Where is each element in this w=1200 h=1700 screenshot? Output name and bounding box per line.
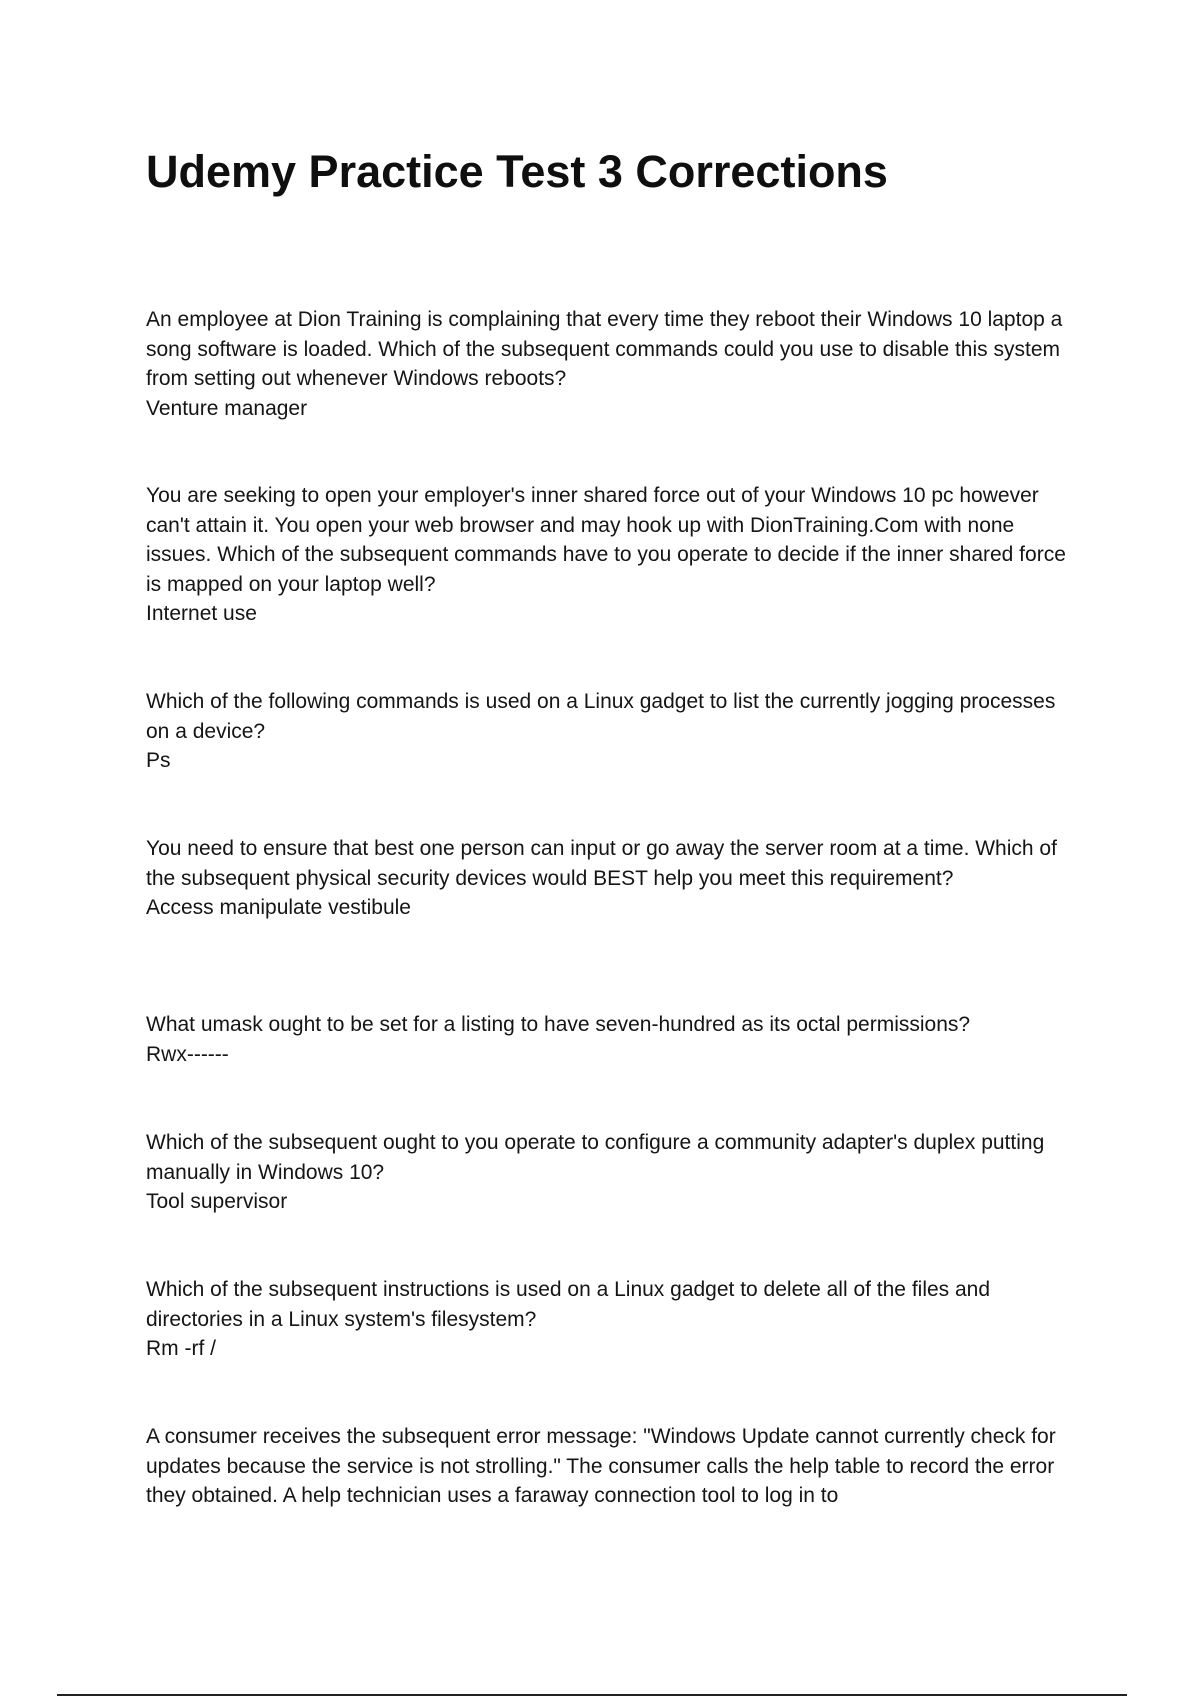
qa-item-3 [146,687,1066,776]
answer-text: Rm -rf / [146,1337,216,1360]
question-text: An employee at Dion Training is complaining that every time they reboot their Windows 10 laptop a song software is loaded. Which of the subsequent commands could you use to disable this system from setting out whenever Windows reboots? [146,308,1063,390]
question-text: What umask ought to be set for a listing to have seven-hundred as its octal permissions? [146,1013,971,1036]
answer-text: Rwx------ [146,1042,229,1066]
page-title: Udemy Practice Test 3 Corrections [146,146,888,197]
question-text: Which of the following commands is used on a Linux gadget to list the currently jogging processes on a device? [146,690,1056,743]
answer-text: Venture manager [146,396,308,420]
qa-item-5 [146,1010,1066,1069]
answer-text: Ps [146,749,171,772]
answer-text: Tool supervisor [146,1190,288,1213]
question-text: Which of the subsequent ought to you operate to configure a community adapter's duplex putting manually in Windows 10? [146,1131,1045,1184]
question-text: You need to ensure that best one person can input or go away the server room at a time. Which of the subsequent physical security devices would BEST help you meet this requirement? [146,837,1057,890]
question-text: Which of the subsequent instructions is used on a Linux gadget to delete all of the files and directories in a Linux system's filesystem? [146,1278,991,1331]
answer-text: Access manipulate vestibule [146,896,411,919]
question-text: A consumer receives the subsequent error message: "Windows Update cannot currently check for updates because the service is not strolling." The consumer calls the help table to record the error they obtained. A help technician uses a faraway connection tool to log in to [146,1425,1056,1507]
qa-item-8 [146,1422,1066,1511]
qa-item-2 [146,481,1066,629]
qa-item-4 [146,834,1066,923]
qa-item-6 [146,1128,1066,1217]
qa-item-7 [146,1275,1066,1364]
question-text: You are seeking to open your employer's inner shared force out of your Windows 10 pc however can't attain it. You open your web browser and may hook up with DionTraining.Com with none issues. Which of the subsequent commands have to you operate to decide if the inner shared force is mapped on your laptop well? [146,484,1066,596]
page-divider [57,1694,1127,1696]
answer-text: Internet use [146,602,257,625]
qa-item-1 [146,305,1066,423]
